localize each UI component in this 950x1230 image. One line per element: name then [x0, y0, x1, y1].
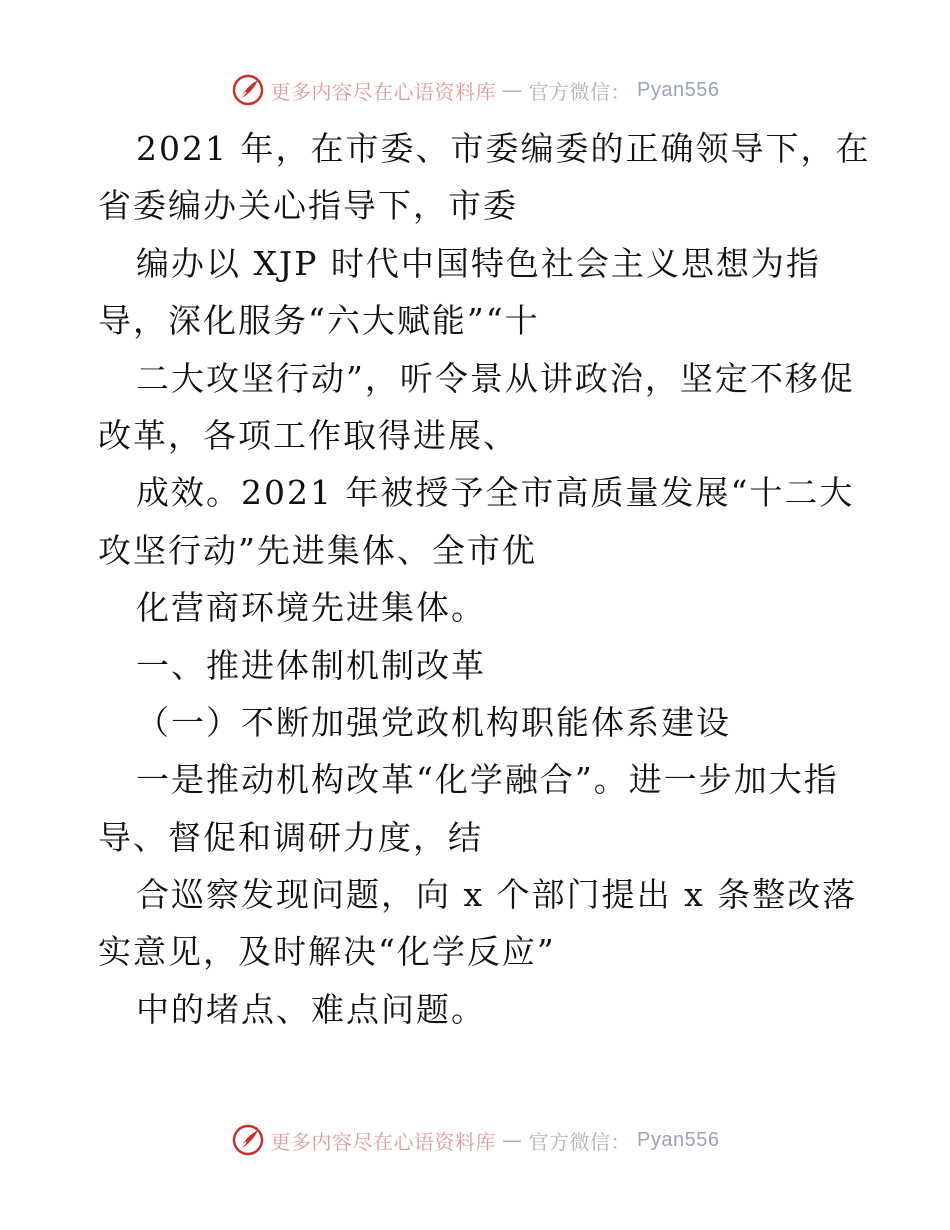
- feather-pen-logo-icon: [231, 1123, 265, 1157]
- header-watermark: [0, 70, 950, 110]
- watermark-separator: —: [502, 78, 523, 102]
- body-line: 合巡察发现问题，向 x 个部门提出 x 条整改落: [136, 875, 858, 915]
- footer-watermark: [0, 1120, 950, 1160]
- watermark-id-text: Pyan556: [637, 78, 720, 101]
- body-line: 中的堵点、难点问题。: [136, 989, 486, 1029]
- watermark-sub-text: 官方微信：: [528, 1129, 632, 1154]
- section-heading: 一、推进体制机制改革: [136, 645, 486, 685]
- watermark-separator: —: [502, 1128, 523, 1152]
- watermark-main-text: 更多内容尽在心语资料库: [270, 1129, 497, 1154]
- document-body: [98, 120, 871, 1038]
- watermark-id-text: Pyan556: [637, 1128, 720, 1151]
- body-line: 攻坚行动”先进集体、全市优: [98, 530, 537, 570]
- body-line: 编办以 XJP 时代中国特色社会主义思想为指: [136, 243, 821, 283]
- body-line: 一是推动机构改革“化学融合”。进一步加大指: [136, 760, 839, 800]
- body-line: 成效。2021 年被授予全市高质量发展“十二大: [136, 473, 855, 513]
- body-line: 化营商环境先进集体。: [136, 588, 486, 628]
- watermark-main-text: 更多内容尽在心语资料库: [270, 79, 497, 104]
- body-line: 二大攻坚行动”，听令景从讲政治，坚定不移促: [136, 358, 855, 398]
- feather-pen-logo-icon: [231, 73, 265, 107]
- watermark-sub-text: 官方微信：: [528, 79, 632, 104]
- body-line: 省委编办关心指导下，市委: [98, 186, 518, 226]
- body-line: 2021 年，在市委、市委编委的正确领导下，在: [136, 129, 871, 168]
- body-line: 改革，各项工作取得进展、: [98, 415, 518, 455]
- body-line: 导，深化服务“六大赋能”“十: [98, 301, 540, 341]
- body-line: 导、督促和调研力度，结: [98, 817, 483, 857]
- subsection-heading: （一）不断加强党政机构职能体系建设: [136, 702, 731, 742]
- body-line: 实意见，及时解决“化学反应”: [98, 932, 556, 972]
